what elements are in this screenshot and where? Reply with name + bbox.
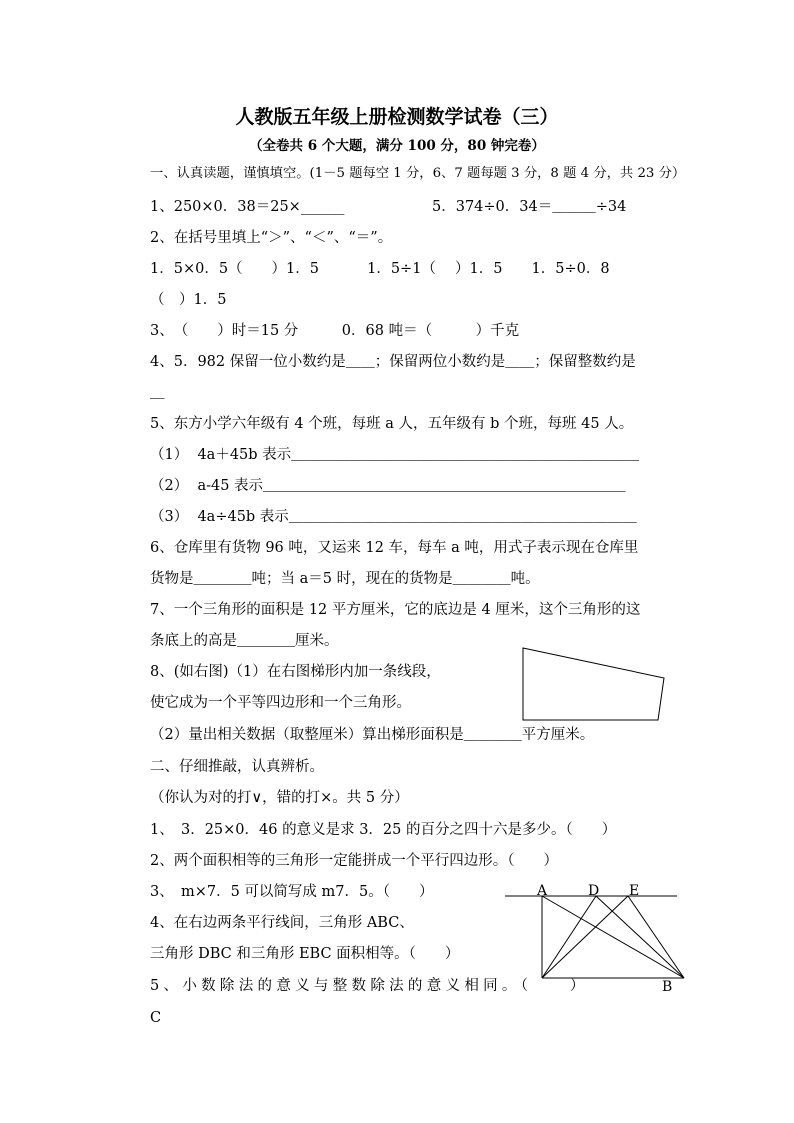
s2-q4: 4、在右边两条平行线间，三角形 ABC、: [150, 915, 414, 931]
s1-q5-3: （3） 4a÷45b 表示＿＿＿＿＿＿＿＿＿＿＿＿＿＿＿＿＿＿＿＿＿＿＿＿: [150, 509, 637, 525]
point-label-d: D: [588, 883, 600, 899]
s1-q6: 6、仓库里有货物 96 吨，又运来 12 车，每车 a 吨，用式子表示现在仓库里: [150, 540, 639, 556]
page-subtitle: （全卷共 6 个大题，满分 100 分，80 钟完卷）: [249, 138, 545, 154]
s1-q1: 1、250×0．38＝25×______: [150, 199, 345, 215]
s2-q2: 2、两个面积相等的三角形一定能拼成一个平行四边形。（ ）: [150, 853, 558, 869]
point-label-e: E: [629, 883, 640, 899]
s1-q5: 5、东方小学六年级有 4 个班，每班 a 人，五年级有 b 个班，每班 45 人。: [150, 416, 634, 432]
s1-q2-row1: 1．5×0．5（ ）1．5 1．5÷1（ ）1．5 1．5÷0．8: [150, 261, 610, 277]
s1-q5-1: （1） 4a＋45b 表示＿＿＿＿＿＿＿＿＿＿＿＿＿＿＿＿＿＿＿＿＿＿＿＿: [150, 447, 640, 463]
section2-heading: 二、仔细推敲，认真辨析。: [150, 759, 324, 775]
triangle-figure: [500, 880, 700, 995]
trapezoid-figure: [518, 644, 668, 724]
s1-q1b: 5．374÷0．34＝＿＿＿÷34: [432, 199, 627, 215]
s2-q3: 3、 m×7．5 可以简写成 m7．5。（ ）: [150, 884, 434, 900]
segment-dc: [542, 896, 596, 978]
segment-eb: [628, 896, 684, 978]
segment-ab: [542, 896, 684, 978]
s2-q5-label-c: C: [150, 1010, 162, 1026]
s1-q2-row2: （ ）1．5: [150, 292, 227, 308]
s1-q4-cont: ＿: [150, 385, 165, 401]
page-title: 人教版五年级上册检测数学试卷（三）: [235, 106, 559, 128]
s2-note: （你认为对的打∨，错的打×。共 5 分）: [150, 790, 409, 806]
s1-q7-cont: 条底上的高是＿＿＿＿厘米。: [150, 633, 339, 649]
s1-q8: 8、(如右图)（1）在右图梯形内加一条线段，: [150, 664, 441, 680]
s1-q3: 3、 （ ）时＝15 分 0．68 吨＝（ ）千克: [150, 323, 520, 339]
s1-q8-2: （2）量出相关数据（取整厘米）算出梯形面积是＿＿＿＿平方厘米。: [150, 727, 595, 743]
s1-q8-cont: 使它成为一个平等四边形和一个三角形。: [150, 695, 411, 711]
segment-db: [596, 896, 684, 978]
s1-q7: 7、一个三角形的面积是 12 平方厘米，它的底边是 4 厘米，这个三角形的这: [150, 602, 641, 618]
s2-q1: 1、 3．25×0．46 的意义是求 3．25 的百分之四十六是多少。（ ）: [150, 822, 617, 838]
trapezoid-shape: [523, 648, 664, 720]
s2-q5: 5、小数除法的意义与整数除法的意义相同。（ ）: [150, 978, 589, 994]
point-label-b: B: [662, 979, 673, 995]
s1-q4: 4、5．982 保留一位小数约是＿＿；保留两位小数约是＿＿；保留整数约是: [150, 354, 636, 370]
s1-q5-2: （2） a-45 表示＿＿＿＿＿＿＿＿＿＿＿＿＿＿＿＿＿＿＿＿＿＿＿＿＿: [150, 478, 626, 494]
s2-q4-cont: 三角形 DBC 和三角形 EBC 面积相等。（ ）: [150, 946, 460, 962]
s1-q6-cont: 货物是＿＿＿＿吨；当 a＝5 时，现在的货物是＿＿＿＿吨。: [150, 571, 540, 587]
point-label-a: A: [537, 883, 548, 899]
segment-ec: [542, 896, 628, 978]
s1-q2: 2、在括号里填上“＞”、“＜”、“＝”。: [150, 230, 393, 246]
section1-heading: 一、认真读题，谨慎填空。(1－5 题每空 1 分，6、7 题每题 3 分，8 题 4 分，共 23 分）: [150, 166, 686, 181]
